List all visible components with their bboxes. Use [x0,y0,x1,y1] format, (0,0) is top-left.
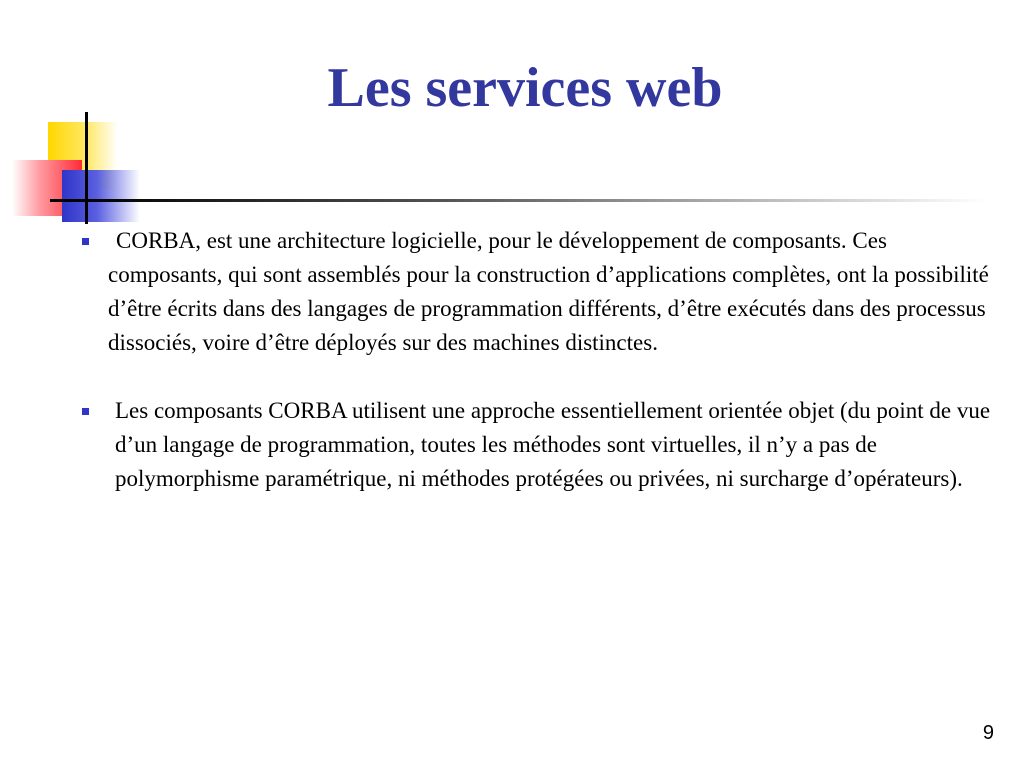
square-bullet-icon [82,408,89,415]
slide-content [78,224,998,496]
ornament-horizontal-line [50,199,90,202]
slide-title: Les services web [327,57,723,119]
bullet-item [78,224,998,360]
bullet-item [78,394,998,496]
title-divider [88,199,988,202]
bullet-text: CORBA, est une architecture logicielle, pour le développement de composants. Ces composants, qui sont assemblés pour la construction d’applications complètes, ont la possibilité d’être écrits dans des langages de programmation différents, d’être exécutés dans des processus dissociés, voire d’être déployés sur des machines distinctes. [108,228,989,355]
page-number: 9 [982,722,994,744]
corner-ornament [0,0,140,230]
bullet-text: Les composants CORBA utilisent une approche essentiellement orientée objet (du point de vue d’un langage de programmation, toutes les méthodes sont virtuelles, il n’y a pas de polymorphisme paramétrique, ni méthodes protégées ou privées, ni surcharge d’opérateurs). [115,398,991,491]
ornament-vertical-line [85,112,88,224]
square-bullet-icon [82,238,89,245]
ornament-blue-square [62,170,140,222]
